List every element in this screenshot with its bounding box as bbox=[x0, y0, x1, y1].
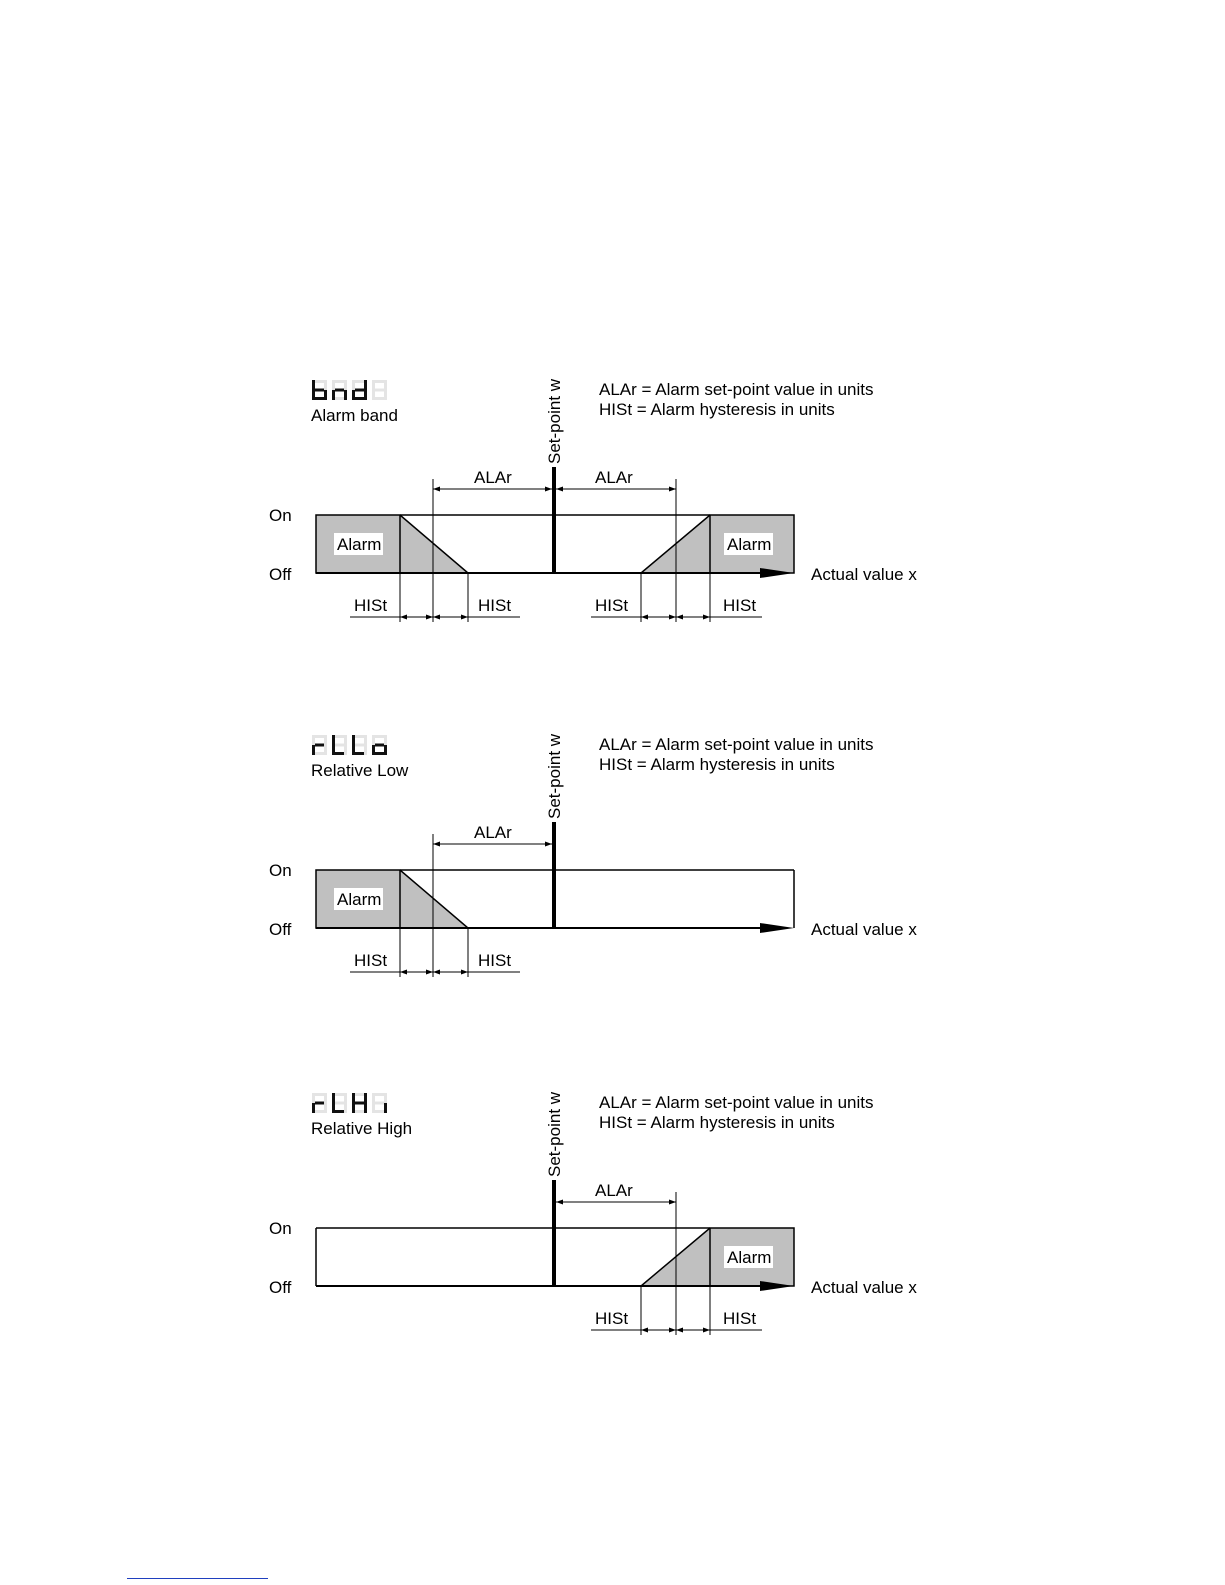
display-segment bbox=[324, 745, 327, 755]
display-segment bbox=[332, 745, 335, 755]
display-segment bbox=[364, 1093, 367, 1103]
axis-label: Actual value x bbox=[811, 920, 917, 939]
display-segment bbox=[372, 735, 375, 745]
legend-alar: ALAr = Alarm set-point value in units bbox=[599, 1093, 874, 1112]
legend-alar: ALAr = Alarm set-point value in units bbox=[599, 735, 874, 754]
diagram-caption: Alarm band bbox=[311, 406, 398, 425]
display-segment bbox=[332, 1103, 335, 1113]
display-segment bbox=[352, 380, 355, 390]
display-segment bbox=[312, 1103, 315, 1113]
display-segment bbox=[344, 745, 347, 755]
display-segment bbox=[352, 745, 355, 755]
display-segment bbox=[344, 1103, 347, 1113]
setpoint-label: Set-point w bbox=[545, 1091, 564, 1177]
on-label: On bbox=[269, 506, 292, 525]
display-segment bbox=[324, 380, 327, 390]
display-segment bbox=[364, 380, 367, 390]
display-segment bbox=[372, 380, 375, 390]
diagram-rlo bbox=[269, 733, 917, 977]
alar-label: ALAr bbox=[474, 468, 512, 487]
display-segment bbox=[372, 1103, 375, 1113]
display-segment bbox=[384, 380, 387, 390]
display-segment bbox=[364, 745, 367, 755]
alarm-label: Alarm bbox=[337, 535, 382, 554]
display-segment bbox=[312, 745, 315, 755]
hist-label: HISt bbox=[354, 596, 388, 615]
display-segment bbox=[364, 390, 367, 400]
display-segment bbox=[372, 1093, 375, 1103]
display-segment bbox=[312, 735, 315, 745]
display-segment bbox=[384, 745, 387, 755]
display-segment bbox=[344, 735, 347, 745]
display-segment bbox=[364, 1103, 367, 1113]
display-segment bbox=[324, 735, 327, 745]
display-segment bbox=[372, 390, 375, 400]
hist-label: HISt bbox=[478, 596, 512, 615]
hist-label: HISt bbox=[595, 1309, 629, 1328]
alar-label: ALAr bbox=[595, 1181, 633, 1200]
hist-label: HISt bbox=[723, 596, 757, 615]
display-segment bbox=[324, 1103, 327, 1113]
alarm-label: Alarm bbox=[727, 1248, 772, 1267]
display-segment bbox=[324, 390, 327, 400]
hist-label: HISt bbox=[595, 596, 629, 615]
display-segment bbox=[344, 390, 347, 400]
display-code bbox=[312, 735, 387, 755]
setpoint-label: Set-point w bbox=[545, 733, 564, 819]
axis-arrow bbox=[760, 923, 794, 933]
display-segment bbox=[344, 380, 347, 390]
hist-label: HISt bbox=[723, 1309, 757, 1328]
display-segment bbox=[332, 390, 335, 400]
display-segment bbox=[384, 390, 387, 400]
alar-label: ALAr bbox=[474, 823, 512, 842]
display-segment bbox=[332, 1093, 335, 1103]
off-label: Off bbox=[269, 565, 292, 584]
setpoint-label: Set-point w bbox=[545, 378, 564, 464]
display-segment bbox=[352, 390, 355, 400]
display-code bbox=[312, 1093, 387, 1113]
display-segment bbox=[332, 735, 335, 745]
display-segment bbox=[384, 1103, 387, 1113]
display-segment bbox=[372, 745, 375, 755]
display-segment bbox=[344, 1093, 347, 1103]
display-segment bbox=[312, 1093, 315, 1103]
alarm-label: Alarm bbox=[337, 890, 382, 909]
axis-label: Actual value x bbox=[811, 1278, 917, 1297]
diagram-caption: Relative High bbox=[311, 1119, 413, 1138]
diagram-rhi bbox=[269, 1091, 917, 1335]
on-label: On bbox=[269, 861, 292, 880]
legend-hist: HISt = Alarm hysteresis in units bbox=[599, 755, 835, 774]
display-segment bbox=[352, 1103, 355, 1113]
hist-label: HISt bbox=[354, 951, 388, 970]
display-code bbox=[312, 380, 387, 400]
legend-hist: HISt = Alarm hysteresis in units bbox=[599, 400, 835, 419]
alarm-label: Alarm bbox=[727, 535, 772, 554]
display-segment bbox=[384, 1093, 387, 1103]
display-segment bbox=[324, 1093, 327, 1103]
axis-label: Actual value x bbox=[811, 565, 917, 584]
footnote-rule bbox=[127, 1578, 268, 1579]
diagram-caption: Relative Low bbox=[311, 761, 409, 780]
display-segment bbox=[332, 380, 335, 390]
display-segment bbox=[352, 735, 355, 745]
legend-alar: ALAr = Alarm set-point value in units bbox=[599, 380, 874, 399]
display-segment bbox=[352, 1093, 355, 1103]
display-segment bbox=[312, 380, 315, 390]
display-segment bbox=[312, 390, 315, 400]
alar-label: ALAr bbox=[595, 468, 633, 487]
off-label: Off bbox=[269, 920, 292, 939]
on-label: On bbox=[269, 1219, 292, 1238]
display-segment bbox=[384, 735, 387, 745]
hist-label: HISt bbox=[478, 951, 512, 970]
off-label: Off bbox=[269, 1278, 292, 1297]
legend-hist: HISt = Alarm hysteresis in units bbox=[599, 1113, 835, 1132]
diagram-band bbox=[269, 378, 917, 622]
display-segment bbox=[364, 735, 367, 745]
